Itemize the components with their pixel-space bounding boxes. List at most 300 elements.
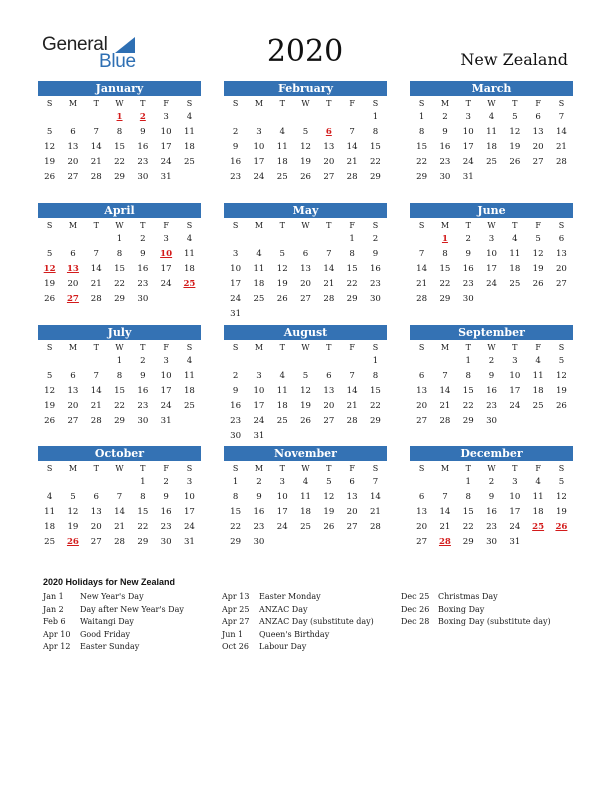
holiday-name: Queen's Birthday <box>259 629 330 639</box>
day-cell: 19 <box>300 157 311 167</box>
day-cell: 20 <box>67 401 79 411</box>
empty-cell <box>61 110 84 125</box>
weekday-header-row <box>224 461 387 475</box>
empty-cell <box>224 232 247 247</box>
weekday-label: T <box>512 343 518 352</box>
weekday-label: S <box>46 99 53 108</box>
weekday-label: S <box>372 464 379 473</box>
weekday-label: T <box>279 464 285 473</box>
day-cell: 6 <box>70 371 76 381</box>
day-cell: 5 <box>46 127 53 137</box>
weekday-label: S <box>232 343 239 352</box>
day-grid <box>38 232 201 307</box>
day-cell: 15 <box>230 507 242 517</box>
day-cell: 13 <box>346 492 358 502</box>
weekday-label: T <box>93 464 99 473</box>
day-cell: 4 <box>256 249 262 259</box>
weekday-header-row <box>224 96 387 110</box>
day-cell: 13 <box>555 249 567 259</box>
holiday-day-cell: 12 <box>43 264 56 274</box>
day-cell: 26 <box>555 401 567 411</box>
holiday-name: Christmas Day <box>438 592 498 601</box>
holiday-entry <box>43 604 184 617</box>
day-cell: 10 <box>486 249 497 259</box>
day-cell: 8 <box>116 127 123 137</box>
holiday-name: Day after New Year's Day <box>80 604 184 614</box>
day-cell: 5 <box>46 249 53 259</box>
empty-cell <box>340 110 363 125</box>
day-cell: 4 <box>279 127 285 137</box>
day-cell: 14 <box>346 142 358 152</box>
day-cell: 30 <box>439 172 451 182</box>
weekday-label: M <box>440 343 450 352</box>
day-cell: 21 <box>555 142 567 152</box>
day-cell: 21 <box>346 157 358 167</box>
day-cell: 18 <box>300 507 311 517</box>
holiday-day-cell: 25 <box>532 522 545 532</box>
day-cell: 18 <box>183 386 195 396</box>
day-cell: 15 <box>114 264 125 274</box>
day-cell: 20 <box>555 264 567 274</box>
day-cell: 7 <box>93 127 99 137</box>
day-cell: 25 <box>253 294 265 304</box>
empty-cell <box>294 354 317 369</box>
brand-name-blue: Blue <box>99 51 136 72</box>
day-cell: 5 <box>535 234 541 244</box>
holiday-date: Jun 1 <box>222 629 244 639</box>
day-cell: 28 <box>346 416 358 426</box>
weekday-label: W <box>301 464 310 473</box>
day-cell: 17 <box>462 142 474 152</box>
weekday-label: T <box>326 343 332 352</box>
day-cell: 18 <box>183 264 195 274</box>
weekday-label: S <box>186 99 193 108</box>
day-cell: 10 <box>509 492 521 502</box>
day-cell: 15 <box>346 264 358 274</box>
day-cell: 8 <box>232 492 239 502</box>
day-cell: 3 <box>163 356 169 366</box>
day-cell: 15 <box>439 264 451 274</box>
day-cell: 19 <box>44 279 56 289</box>
day-cell: 24 <box>509 401 521 411</box>
holiday-name: Good Friday <box>80 629 131 639</box>
weekday-label: T <box>93 343 99 352</box>
day-cell: 9 <box>488 371 495 381</box>
day-cell: 31 <box>462 172 474 182</box>
day-cell: 7 <box>372 477 379 487</box>
day-cell: 30 <box>462 294 474 304</box>
day-cell: 16 <box>439 142 451 152</box>
holiday-date: Apr 12 <box>43 642 71 652</box>
weekday-label: M <box>440 221 450 230</box>
weekday-label: S <box>46 343 53 352</box>
day-cell: 13 <box>323 142 335 152</box>
day-grid <box>224 110 387 185</box>
day-cell: 6 <box>535 112 541 122</box>
day-cell: 10 <box>253 386 265 396</box>
day-cell: 5 <box>558 477 565 487</box>
weekday-label: M <box>440 99 450 108</box>
empty-cell <box>247 110 270 125</box>
weekday-label: S <box>232 99 239 108</box>
day-cell: 22 <box>114 157 125 167</box>
month-header: July <box>38 325 201 340</box>
holiday-day-cell: 27 <box>66 294 79 304</box>
month-header: April <box>38 203 201 218</box>
weekday-label: S <box>232 221 239 230</box>
day-cell: 19 <box>532 264 544 274</box>
day-cell: 20 <box>532 142 544 152</box>
day-cell: 1 <box>349 234 355 244</box>
day-cell: 28 <box>323 294 335 304</box>
day-cell: 22 <box>346 279 358 289</box>
day-cell: 16 <box>230 157 242 167</box>
holiday-name: Easter Sunday <box>80 642 140 652</box>
weekday-label: S <box>186 464 193 473</box>
day-cell: 6 <box>70 127 76 137</box>
day-cell: 6 <box>302 249 309 259</box>
day-cell: 14 <box>369 492 381 502</box>
day-cell: 25 <box>486 157 497 167</box>
day-cell: 11 <box>300 492 311 502</box>
day-cell: 2 <box>232 371 239 381</box>
weekday-label: T <box>140 343 146 352</box>
day-cell: 25 <box>44 537 56 547</box>
day-cell: 31 <box>183 537 195 547</box>
day-cell: 17 <box>509 386 521 396</box>
empty-cell <box>410 354 433 369</box>
weekday-label: S <box>372 343 379 352</box>
empty-cell <box>317 110 340 125</box>
day-cell: 7 <box>93 249 99 259</box>
empty-cell <box>433 475 456 490</box>
day-cell: 17 <box>183 507 195 517</box>
day-cell: 14 <box>555 127 567 137</box>
day-cell: 7 <box>326 249 332 259</box>
day-cell: 12 <box>323 492 335 502</box>
day-cell: 24 <box>160 279 172 289</box>
day-cell: 11 <box>183 371 195 381</box>
empty-cell <box>85 110 108 125</box>
day-grid <box>410 232 573 307</box>
empty-cell <box>433 354 456 369</box>
day-cell: 15 <box>137 507 149 517</box>
day-cell: 3 <box>163 112 169 122</box>
weekday-label: S <box>46 221 53 230</box>
holiday-date: Dec 28 <box>401 617 430 627</box>
day-cell: 11 <box>276 142 288 152</box>
day-cell: 19 <box>67 522 79 532</box>
day-cell: 10 <box>230 264 242 274</box>
day-cell: 16 <box>486 386 497 396</box>
day-cell: 12 <box>67 507 79 517</box>
day-cell: 28 <box>416 294 428 304</box>
day-cell: 23 <box>486 522 497 532</box>
month-february <box>224 81 387 185</box>
day-cell: 5 <box>512 112 518 122</box>
day-cell: 1 <box>465 356 471 366</box>
month-august <box>224 325 387 444</box>
month-november <box>224 446 387 550</box>
day-grid <box>410 354 573 429</box>
day-cell: 15 <box>462 386 474 396</box>
day-cell: 31 <box>509 537 521 547</box>
empty-cell <box>271 110 294 125</box>
day-cell: 28 <box>555 157 567 167</box>
day-grid <box>224 232 387 322</box>
month-header: May <box>224 203 387 218</box>
day-cell: 21 <box>90 279 102 289</box>
weekday-label: M <box>254 343 264 352</box>
weekday-label: T <box>279 221 285 230</box>
day-cell: 18 <box>276 157 288 167</box>
day-cell: 23 <box>253 522 265 532</box>
weekday-label: S <box>558 99 565 108</box>
day-cell: 25 <box>300 522 311 532</box>
weekday-label: F <box>349 343 355 352</box>
day-cell: 29 <box>230 537 242 547</box>
day-cell: 6 <box>70 249 76 259</box>
day-cell: 3 <box>279 477 285 487</box>
day-cell: 2 <box>140 234 146 244</box>
weekday-label: W <box>487 221 496 230</box>
day-cell: 18 <box>44 522 56 532</box>
weekday-label: T <box>512 221 518 230</box>
day-cell: 2 <box>232 127 239 137</box>
weekday-label: W <box>115 221 124 230</box>
day-cell: 17 <box>276 507 288 517</box>
day-cell: 8 <box>116 371 123 381</box>
weekday-label: S <box>558 221 565 230</box>
holiday-day-cell: 26 <box>555 522 568 532</box>
day-cell: 13 <box>90 507 102 517</box>
day-cell: 24 <box>276 522 288 532</box>
holiday-entry <box>222 616 374 629</box>
weekday-label: F <box>349 464 355 473</box>
day-cell: 5 <box>302 127 309 137</box>
day-cell: 20 <box>300 279 311 289</box>
day-cell: 23 <box>160 522 172 532</box>
day-cell: 27 <box>323 172 335 182</box>
empty-cell <box>271 354 294 369</box>
weekday-label: F <box>535 99 541 108</box>
day-cell: 21 <box>369 507 381 517</box>
month-header: October <box>38 446 201 461</box>
holiday-day-cell: 26 <box>66 537 79 547</box>
day-cell: 27 <box>323 416 335 426</box>
day-cell: 17 <box>509 507 521 517</box>
empty-cell <box>38 110 61 125</box>
holiday-date: Feb 6 <box>43 617 66 627</box>
holiday-entry <box>401 591 551 604</box>
holiday-day-cell: 13 <box>66 264 79 274</box>
weekday-label: T <box>465 221 471 230</box>
day-cell: 23 <box>439 157 451 167</box>
weekday-label: S <box>372 99 379 108</box>
day-cell: 29 <box>462 537 474 547</box>
day-cell: 1 <box>116 356 123 366</box>
weekday-header-row <box>38 218 201 232</box>
weekday-label: M <box>68 221 78 230</box>
day-cell: 10 <box>253 142 265 152</box>
holiday-day-cell: 28 <box>438 537 451 547</box>
weekday-label: S <box>232 464 239 473</box>
weekday-header-row <box>410 96 573 110</box>
day-cell: 1 <box>465 477 471 487</box>
day-cell: 18 <box>532 507 544 517</box>
empty-cell <box>85 354 108 369</box>
weekday-label: W <box>487 99 496 108</box>
day-cell: 24 <box>509 522 521 532</box>
day-cell: 6 <box>93 492 99 502</box>
day-cell: 24 <box>253 416 265 426</box>
weekday-label: F <box>535 221 541 230</box>
day-cell: 29 <box>369 172 381 182</box>
day-cell: 3 <box>512 356 518 366</box>
month-december <box>410 446 573 550</box>
day-cell: 13 <box>300 264 311 274</box>
weekday-label: F <box>163 343 169 352</box>
day-cell: 7 <box>418 249 425 259</box>
day-cell: 3 <box>256 127 262 137</box>
month-header: December <box>410 446 573 461</box>
day-cell: 27 <box>416 537 428 547</box>
weekday-label: T <box>279 343 285 352</box>
day-cell: 24 <box>462 157 474 167</box>
empty-cell <box>61 354 84 369</box>
empty-cell <box>61 232 84 247</box>
day-cell: 24 <box>230 294 242 304</box>
day-cell: 9 <box>372 249 379 259</box>
day-cell: 10 <box>462 127 474 137</box>
day-cell: 7 <box>442 492 448 502</box>
empty-cell <box>271 232 294 247</box>
day-cell: 13 <box>416 386 428 396</box>
day-cell: 21 <box>90 401 102 411</box>
holiday-entry <box>222 629 374 642</box>
weekday-label: S <box>418 221 425 230</box>
weekday-label: T <box>465 464 471 473</box>
weekday-label: S <box>46 464 53 473</box>
day-cell: 16 <box>137 142 149 152</box>
day-cell: 4 <box>46 492 53 502</box>
weekday-header-row <box>410 461 573 475</box>
day-cell: 1 <box>372 112 379 122</box>
day-grid <box>410 110 573 185</box>
day-cell: 4 <box>186 356 193 366</box>
day-cell: 30 <box>230 431 242 441</box>
day-cell: 14 <box>439 507 451 517</box>
day-cell: 17 <box>230 279 242 289</box>
day-cell: 17 <box>253 401 265 411</box>
day-cell: 23 <box>462 279 474 289</box>
day-cell: 28 <box>439 416 451 426</box>
holiday-entry <box>401 604 551 617</box>
day-cell: 10 <box>160 127 172 137</box>
day-cell: 17 <box>160 386 172 396</box>
month-may <box>224 203 387 322</box>
day-cell: 1 <box>232 477 239 487</box>
holiday-date: Apr 25 <box>222 604 250 614</box>
weekday-label: W <box>115 464 124 473</box>
day-cell: 28 <box>369 522 381 532</box>
day-cell: 3 <box>488 234 495 244</box>
month-october <box>38 446 201 550</box>
weekday-label: T <box>279 99 285 108</box>
weekday-label: W <box>115 99 124 108</box>
day-cell: 13 <box>416 507 428 517</box>
day-cell: 26 <box>44 172 56 182</box>
day-cell: 26 <box>44 294 56 304</box>
empty-cell <box>108 475 131 490</box>
weekday-header-row <box>224 340 387 354</box>
day-cell: 23 <box>230 172 242 182</box>
holiday-entry <box>222 604 374 617</box>
day-cell: 5 <box>302 371 309 381</box>
day-cell: 1 <box>372 356 379 366</box>
empty-cell <box>85 232 108 247</box>
weekday-label: T <box>140 221 146 230</box>
holiday-column <box>222 591 374 654</box>
day-grid <box>410 475 573 550</box>
day-cell: 30 <box>253 537 265 547</box>
weekday-label: S <box>372 221 379 230</box>
brand-name-general: General <box>42 34 108 55</box>
day-cell: 27 <box>90 537 102 547</box>
weekday-label: M <box>254 464 264 473</box>
day-cell: 11 <box>183 249 195 259</box>
weekday-label: F <box>349 99 355 108</box>
day-cell: 6 <box>326 371 332 381</box>
day-cell: 23 <box>137 279 149 289</box>
empty-cell <box>247 232 270 247</box>
day-cell: 4 <box>535 356 541 366</box>
day-cell: 9 <box>140 371 146 381</box>
day-cell: 14 <box>439 386 451 396</box>
weekday-label: T <box>93 221 99 230</box>
day-cell: 28 <box>90 416 102 426</box>
empty-cell <box>247 354 270 369</box>
day-cell: 9 <box>465 249 471 259</box>
day-cell: 3 <box>256 371 262 381</box>
holiday-name: New Year's Day <box>80 592 144 601</box>
holiday-date: Jan 1 <box>43 592 64 601</box>
weekday-label: M <box>440 464 450 473</box>
empty-cell <box>294 232 317 247</box>
day-cell: 18 <box>276 401 288 411</box>
day-cell: 24 <box>160 401 172 411</box>
day-cell: 7 <box>442 371 448 381</box>
weekday-label: F <box>163 221 169 230</box>
day-cell: 21 <box>323 279 335 289</box>
weekday-label: M <box>254 99 264 108</box>
day-cell: 27 <box>300 294 311 304</box>
empty-cell <box>38 475 61 490</box>
day-cell: 24 <box>486 279 497 289</box>
day-cell: 30 <box>486 416 497 426</box>
holiday-day-cell: 10 <box>160 249 173 259</box>
empty-cell <box>224 354 247 369</box>
holiday-entry <box>43 591 184 604</box>
day-cell: 19 <box>44 401 56 411</box>
day-cell: 14 <box>90 264 102 274</box>
weekday-label: F <box>535 343 541 352</box>
day-cell: 30 <box>486 537 497 547</box>
day-cell: 5 <box>46 371 53 381</box>
day-cell: 21 <box>439 522 451 532</box>
day-cell: 1 <box>140 477 146 487</box>
month-april <box>38 203 201 307</box>
